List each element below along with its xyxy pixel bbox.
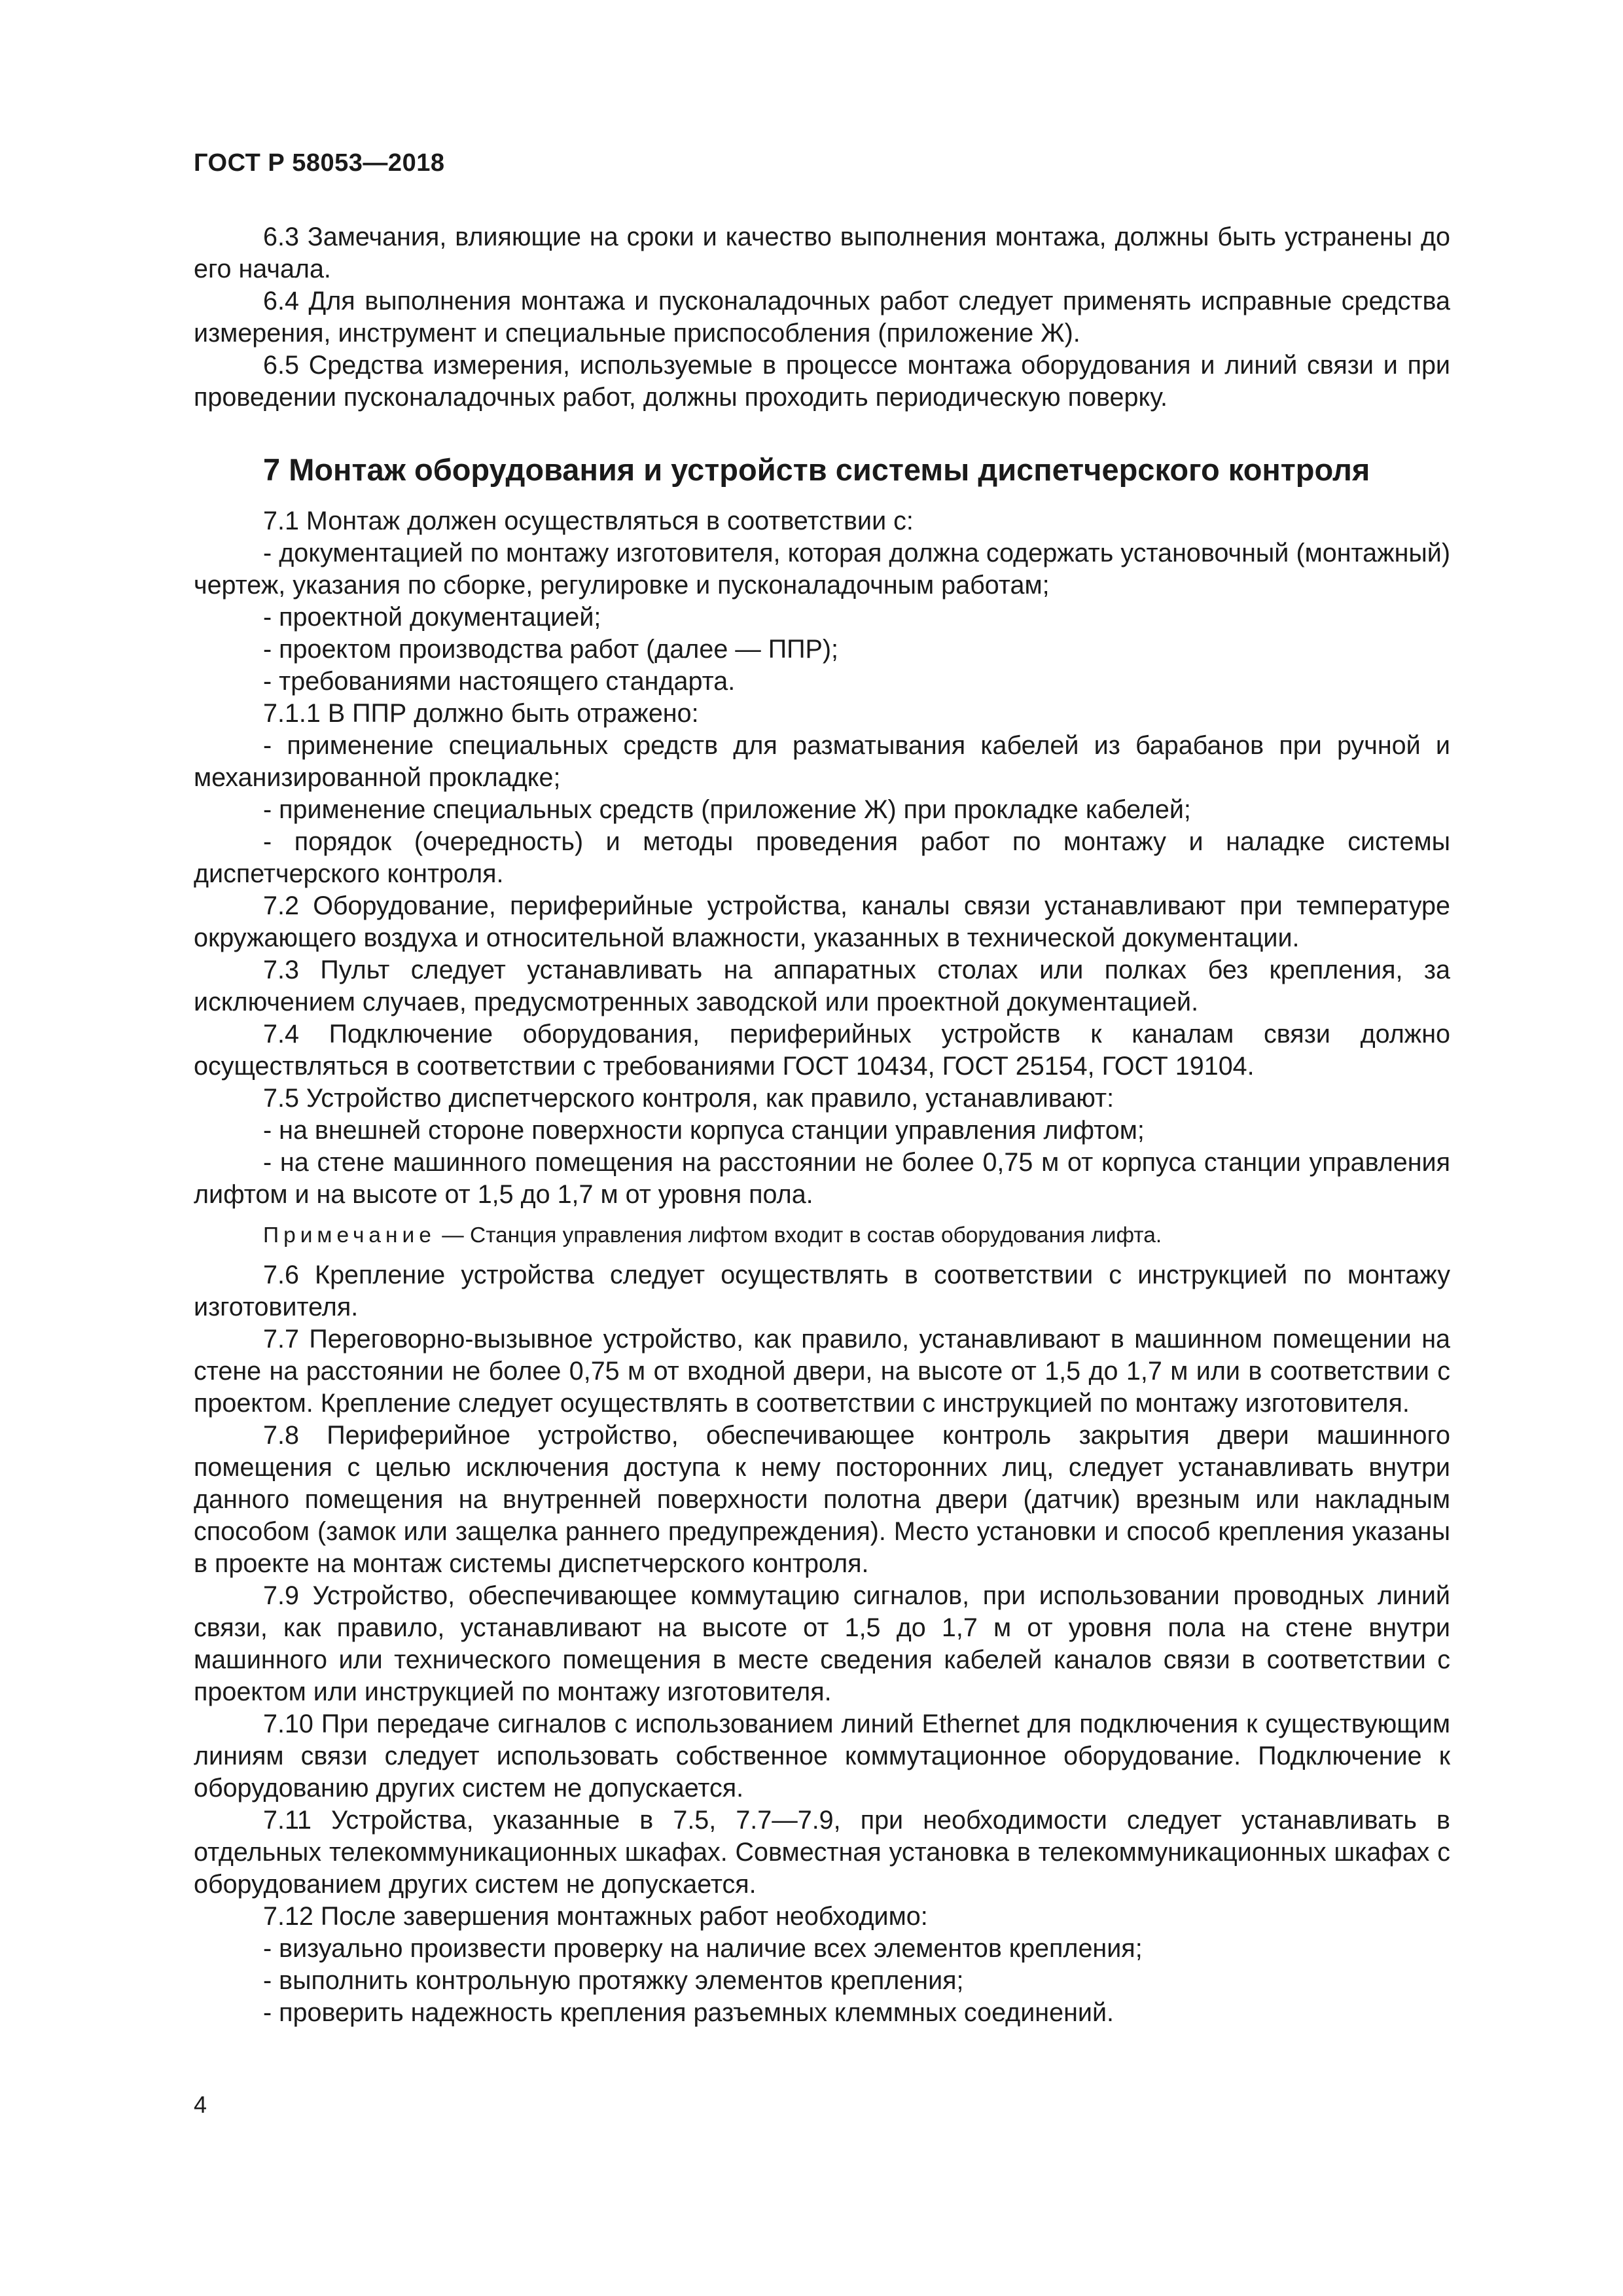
list-item: - проектом производства работ (далее — ППР); — [263, 635, 838, 664]
list-item: - на стене машинного помещения на расстоянии не более 0,75 м от корпуса станции управления лифтом и на высоте от 1,5 до 1,7 м от уровня пола. — [194, 1148, 1450, 1209]
paragraph-7-10: 7.10 При передаче сигналов с использованием линий Ethernet для подключения к существующим линиям связи следует использовать собственное коммутационное оборудование. Подключение к оборудованию других систем не допускается. — [194, 1710, 1450, 1803]
paragraph-7-7: 7.7 Переговорно-вызывное устройство, как правило, устанавливают в машинном помещении на стене на расстоянии не более 0,75 м от входной двери, на высоте от 1,5 до 1,7 м или в соответствии с проектом. Крепление следует осуществлять в соответствии с инструкцией по монтажу изготовителя. — [194, 1325, 1450, 1418]
list-item: - порядок (очередность) и методы проведения работ по монтажу и наладке системы диспетчерского контроля. — [194, 827, 1450, 888]
list-item: - проектной документацией; — [263, 603, 601, 632]
list-item: - выполнить контрольную протяжку элементов крепления; — [263, 1966, 964, 1995]
paragraph-7-5: 7.5 Устройство диспетчерского контроля, как правило, устанавливают: — [263, 1084, 1115, 1113]
paragraph-7-8: 7.8 Периферийное устройство, обеспечивающее контроль закрытия двери машинного помещения с целью исключения доступа к нему посторонних лиц, следует устанавливать внутри данного помещения на внутренней поверхности полотна двери (датчик) врезным или накладным способом (замок или защелка раннего предупреждения). Место установки и способ крепления указаны в проекте на монтаж системы диспетчерского контроля. — [194, 1421, 1450, 1578]
paragraph-6-5: 6.5 Средства измерения, используемые в процессе монтажа оборудования и линий связи и при проведении пусконаладочных работ, должны проходить периодическую поверку. — [194, 351, 1450, 412]
note-text: — Станция управления лифтом входит в состав оборудования лифта. — [435, 1223, 1162, 1247]
paragraph-6-3: 6.3 Замечания, влияющие на сроки и качество выполнения монтажа, должны быть устранены до его начала. — [194, 223, 1450, 283]
note — [194, 1221, 1450, 1250]
paragraph-7-1: 7.1 Монтаж должен осуществляться в соответствии с: — [263, 507, 914, 535]
list-item: - применение специальных средств (приложение Ж) при прокладке кабелей; — [263, 795, 1191, 824]
paragraph-7-12: 7.12 После завершения монтажных работ необходимо: — [263, 1902, 928, 1931]
section-7-title: 7 Монтаж оборудования и устройств системы диспетчерского контроля — [263, 452, 1370, 487]
list-item: - требованиями настоящего стандарта. — [263, 667, 736, 696]
paragraph-7-3: 7.3 Пульт следует устанавливать на аппаратных столах или полках без крепления, за исключением случаев, предусмотренных заводской или проектной документацией. — [194, 956, 1450, 1016]
list-item: - на внешней стороне поверхности корпуса станции управления лифтом; — [263, 1116, 1145, 1145]
page-number: 4 — [194, 2091, 207, 2118]
list-item: - проверить надежность крепления разъемных клеммных соединений. — [263, 1998, 1114, 2027]
list-item: - документацией по монтажу изготовителя, которая должна содержать установочный (монтажный) чертеж, указания по сборке, регулировке и пусконаладочным работам; — [194, 539, 1450, 600]
paragraph-7-9: 7.9 Устройство, обеспечивающее коммутацию сигналов, при использовании проводных линий связи, как правило, устанавливают на высоте от 1,5 до 1,7 м от уровня пола на стене внутри машинного или технического помещения в месте сведения кабелей каналов связи в соответствии с проектом или инструкцией по монтажу изготовителя. — [194, 1581, 1450, 1706]
document-header: ГОСТ Р 58053—2018 — [194, 149, 445, 177]
paragraph-7-2: 7.2 Оборудование, периферийные устройства, каналы связи устанавливают при температуре окружающего воздуха и относительной влажности, указанных в технической документации. — [194, 891, 1450, 952]
document-body — [194, 221, 1450, 2029]
paragraph-7-1-1: 7.1.1 В ППР должно быть отражено: — [263, 699, 699, 728]
paragraph-7-6: 7.6 Крепление устройства следует осуществлять в соответствии с инструкцией по монтажу изготовителя. — [194, 1261, 1450, 1321]
paragraph-7-11: 7.11 Устройства, указанные в 7.5, 7.7—7.9, при необходимости следует устанавливать в отдельных телекоммуникационных шкафах. Совместная установка в телекоммуникационных шкафах с оборудованием других систем не допускается. — [194, 1806, 1450, 1899]
paragraph-6-4: 6.4 Для выполнения монтажа и пусконаладочных работ следует применять исправные средства измерения, инструмент и специальные приспособления (приложение Ж). — [194, 287, 1450, 348]
paragraph-7-4: 7.4 Подключение оборудования, периферийных устройств к каналам связи должно осуществляться в соответствии с требованиями ГОСТ 10434, ГОСТ 25154, ГОСТ 19104. — [194, 1020, 1450, 1081]
list-item: - визуально произвести проверку на наличие всех элементов крепления; — [263, 1934, 1143, 1963]
list-item: - применение специальных средств для разматывания кабелей из барабанов при ручной и механизированной прокладке; — [194, 731, 1450, 792]
note-label: Примечание — [263, 1223, 436, 1247]
